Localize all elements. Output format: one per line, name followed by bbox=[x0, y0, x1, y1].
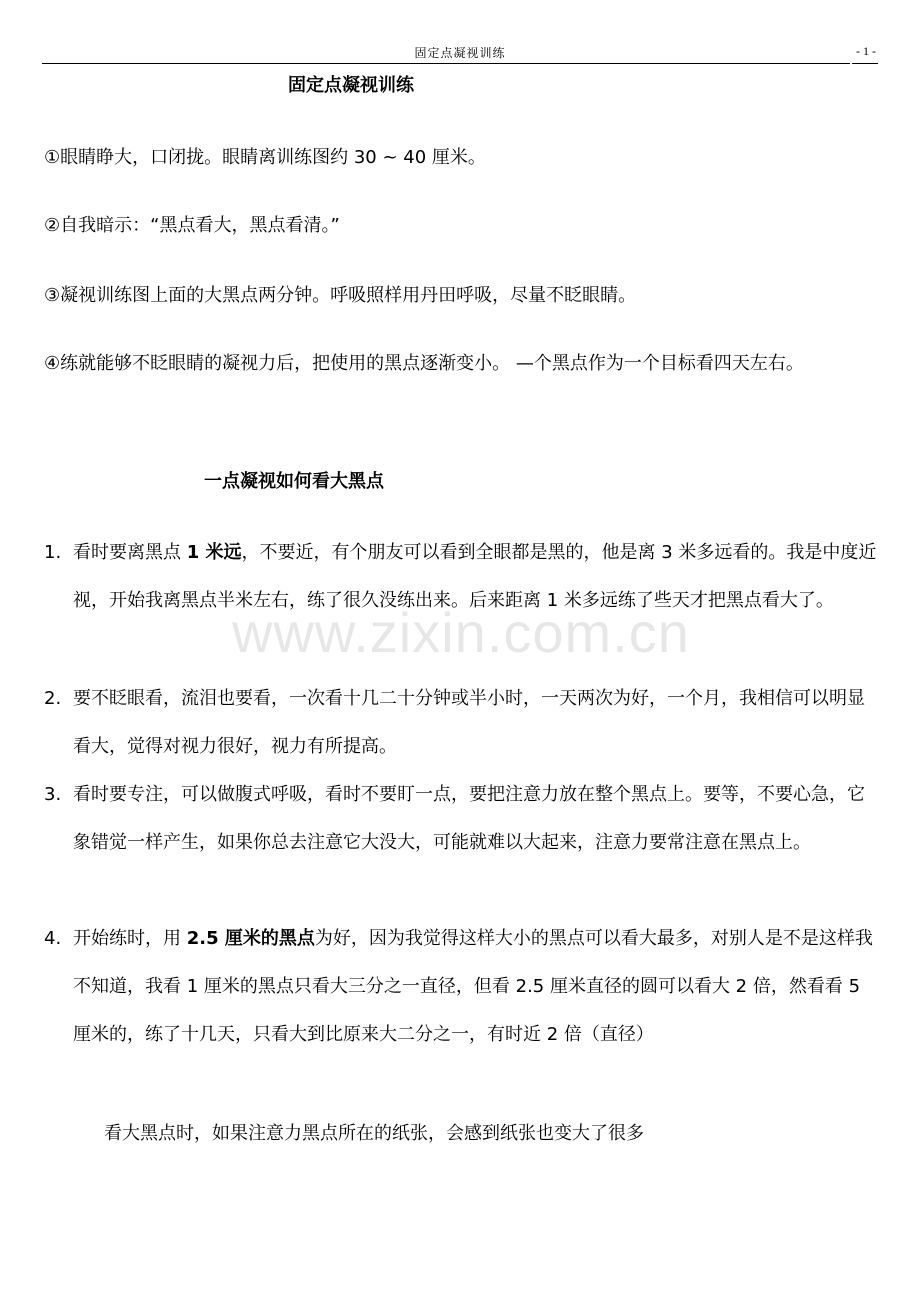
list-text bbox=[73, 529, 878, 625]
list-text-bold: 1 米远 bbox=[186, 542, 242, 563]
list-text bbox=[73, 675, 878, 771]
list-text bbox=[73, 915, 878, 1059]
running-header-title: 固定点凝视训练 bbox=[414, 46, 506, 60]
list-number: 2. bbox=[44, 688, 62, 709]
step-1: ①眼睛睁大，口闭拢。眼睛离训练图约 30 ~ 40 厘米。 bbox=[44, 147, 486, 168]
header-rule bbox=[42, 63, 850, 64]
list-text-part: 要不眨眼看，流泪也要看，一次看十几二十分钟或半小时，一天两次为好，一个月，我相信可以明显看大，觉得对视力很好，视力有所提高。 bbox=[73, 688, 865, 757]
list-text bbox=[73, 771, 878, 867]
page-number: - 1 - bbox=[856, 44, 876, 58]
list-number: 4. bbox=[44, 928, 62, 949]
list-number: 3. bbox=[44, 784, 62, 805]
step-2: ②自我暗示：“黑点看大，黑点看清。” bbox=[44, 215, 340, 236]
list-text-part: 开始练时，用 bbox=[73, 928, 187, 949]
step-4: ④练就能够不眨眼睛的凝视力后，把使用的黑点逐渐变小。 —个黑点作为一个目标看四天左右。 bbox=[44, 353, 804, 374]
watermark: www.zixin.com.cn bbox=[232, 601, 690, 664]
list-text-part: 为好，因为我觉得这样大小的黑点可以看大最多，对别人是不是这样我不知道，我看 1 厘米的黑点只看大三分之一直径，但看 2.5 厘米直径的圆可以看大 2 倍，然看看 5 厘米的，练了十几天，只看大到比原来大二分之一，有时近 2 倍（直径） bbox=[73, 928, 873, 1045]
document-title: 固定点凝视训练 bbox=[288, 75, 414, 96]
list-text-part: 看时要离黑点 bbox=[73, 542, 187, 563]
section-heading: 一点凝视如何看大黑点 bbox=[204, 471, 384, 492]
list-text-part: ，不要近，有个朋友可以看到全眼都是黑的，他是离 3 米多远看的。我是中度近视，开始我离黑点半米左右，练了很久没练出来。后来距离 1 米多远练了些天才把黑点看大了。 bbox=[73, 542, 877, 611]
list-text-part: 看时要专注，可以做腹式呼吸，看时不要盯一点，要把注意力放在整个黑点上。要等，不要心急，它象错觉一样产生，如果你总去注意它大没大，可能就难以大起来，注意力要常注意在黑点上。 bbox=[73, 784, 865, 853]
closing-note: 看大黑点时，如果注意力黑点所在的纸张，会感到纸张也变大了很多 bbox=[104, 1123, 644, 1144]
step-3: ③凝视训练图上面的大黑点两分钟。呼吸照样用丹田呼吸，尽量不眨眼睛。 bbox=[44, 285, 637, 306]
list-number: 1. bbox=[44, 542, 62, 563]
list-text-bold: 2.5 厘米的黑点 bbox=[186, 928, 315, 949]
header-rule-page bbox=[852, 63, 878, 64]
